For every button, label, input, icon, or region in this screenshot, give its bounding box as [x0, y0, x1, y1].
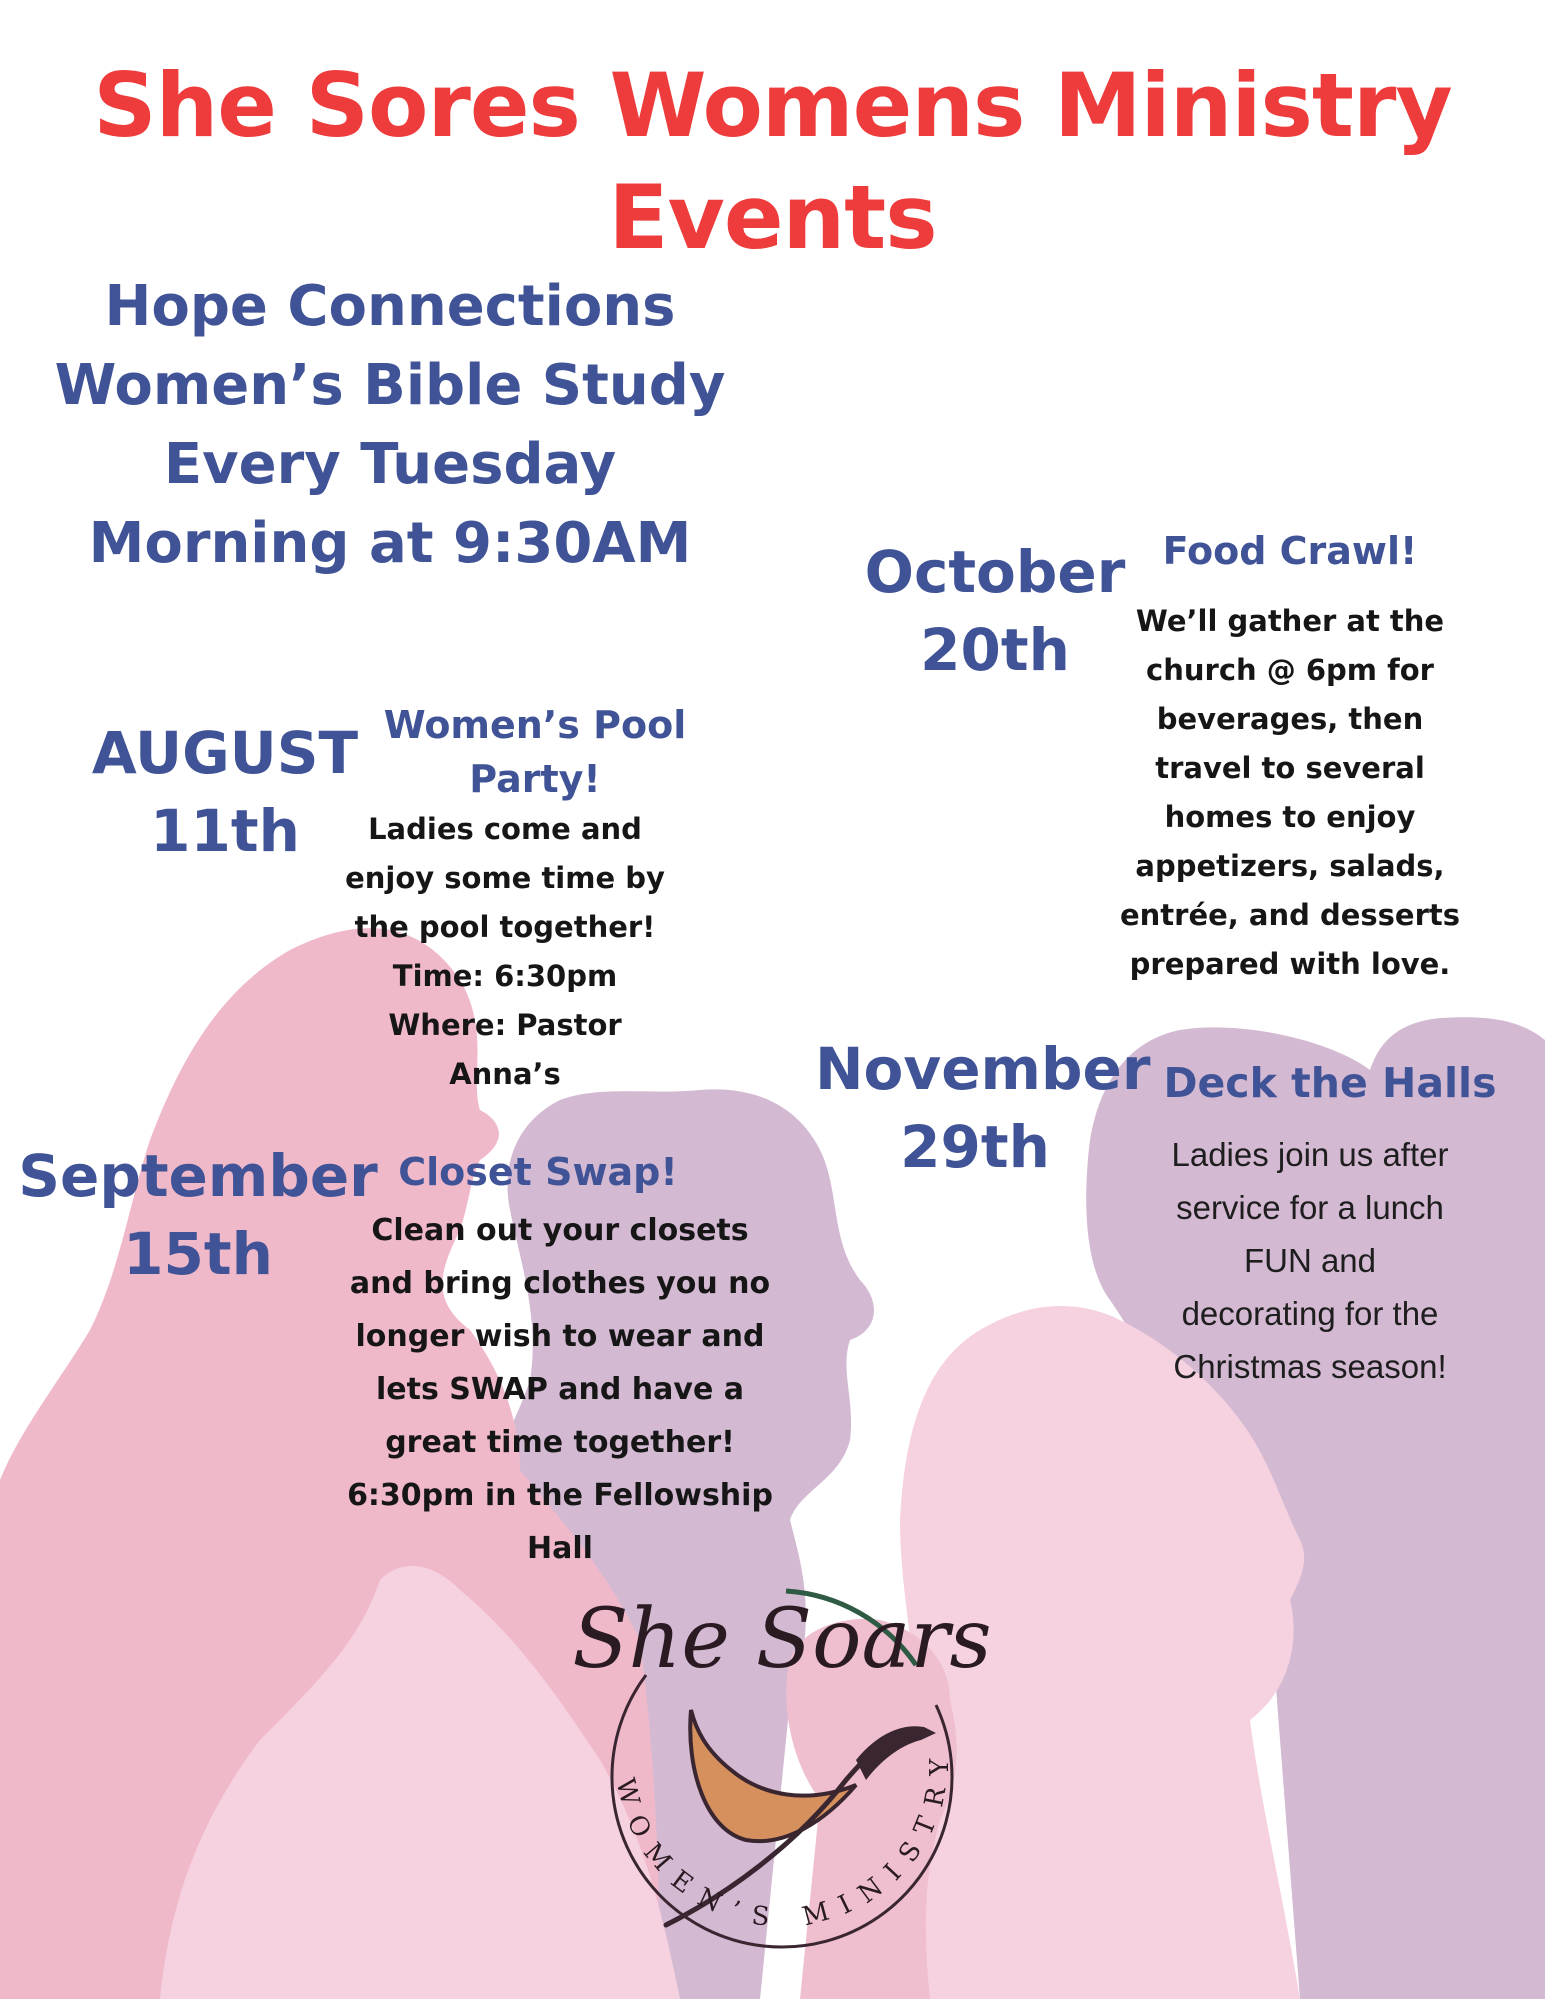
logo-ring-label: WOMEN’S MINISTRY [609, 1744, 956, 1934]
august-event-name [370, 698, 700, 806]
august-name-line-2: Party! [469, 757, 601, 801]
november-desc-line: decorating for the [1181, 1295, 1439, 1332]
october-desc-line: beverages, then [1156, 702, 1424, 736]
november-event-name: Deck the Halls [1163, 1059, 1497, 1107]
september-desc-line: Clean out your closets [371, 1213, 749, 1248]
bible-study-announcement [40, 267, 740, 583]
august-desc-line: Time: 6:30pm [392, 959, 618, 993]
title-line-1: She Sores Womens Ministry [93, 54, 1452, 157]
title-line-2: Events [608, 166, 937, 269]
august-date [80, 714, 370, 870]
august-day: 11th [150, 797, 300, 865]
october-desc-line: entrée, and desserts [1119, 898, 1461, 932]
logo-script-text: She Soars [572, 1592, 992, 1687]
august-desc-line: Where: Pastor [388, 1008, 622, 1042]
october-event-name: Food Crawl! [1162, 529, 1418, 573]
september-desc-line: 6:30pm in the Fellowship [347, 1478, 773, 1513]
september-desc-line: and bring clothes you no [349, 1266, 771, 1301]
august-desc-line: enjoy some time by [345, 861, 665, 895]
september-month: September [18, 1142, 378, 1210]
september-desc-line: great time together! [385, 1425, 735, 1460]
bird-head-icon [856, 1726, 936, 1780]
october-month: October [864, 538, 1126, 606]
august-desc-line: the pool together! [354, 910, 656, 944]
august-description [330, 805, 680, 1099]
november-description [1110, 1128, 1510, 1393]
august-desc-line: Anna’s [449, 1057, 561, 1091]
november-desc-line: service for a lunch [1176, 1189, 1444, 1226]
bible-study-line-2: Women’s Bible Study [54, 353, 726, 418]
november-date [815, 1030, 1151, 1186]
september-description [320, 1204, 800, 1575]
november-day: 29th [900, 1113, 1050, 1181]
page-title [0, 50, 1545, 274]
november-desc-line: FUN and [1243, 1242, 1377, 1279]
august-desc-line: Ladies come and [368, 812, 642, 846]
september-desc-line: Hall [527, 1531, 593, 1566]
she-soars-logo [556, 1555, 1008, 1995]
bird-wing-icon [690, 1710, 856, 1841]
october-desc-line: homes to enjoy [1164, 800, 1416, 834]
bible-study-line-1: Hope Connections [104, 274, 676, 339]
october-desc-line: We’ll gather at the [1135, 604, 1445, 638]
october-desc-line: prepared with love. [1129, 947, 1451, 981]
september-day: 15th [123, 1220, 273, 1288]
august-name-line-1: Women’s Pool [383, 703, 687, 747]
november-desc-line: Ladies join us after [1171, 1136, 1449, 1173]
october-desc-line: church @ 6pm for [1146, 653, 1434, 687]
october-description [1090, 597, 1490, 989]
august-month: AUGUST [91, 719, 359, 787]
september-event-name: Closet Swap! [398, 1150, 678, 1194]
november-desc-line: Christmas season! [1173, 1348, 1447, 1385]
september-desc-line: lets SWAP and have a [376, 1372, 744, 1407]
bible-study-line-3: Every Tuesday [163, 432, 617, 497]
september-desc-line: longer wish to wear and [355, 1319, 765, 1354]
october-day: 20th [920, 616, 1070, 684]
bible-study-line-4: Morning at 9:30AM [88, 511, 692, 576]
october-desc-line: travel to several [1155, 751, 1425, 785]
october-desc-line: appetizers, salads, [1135, 849, 1445, 883]
november-month: November [815, 1035, 1151, 1103]
